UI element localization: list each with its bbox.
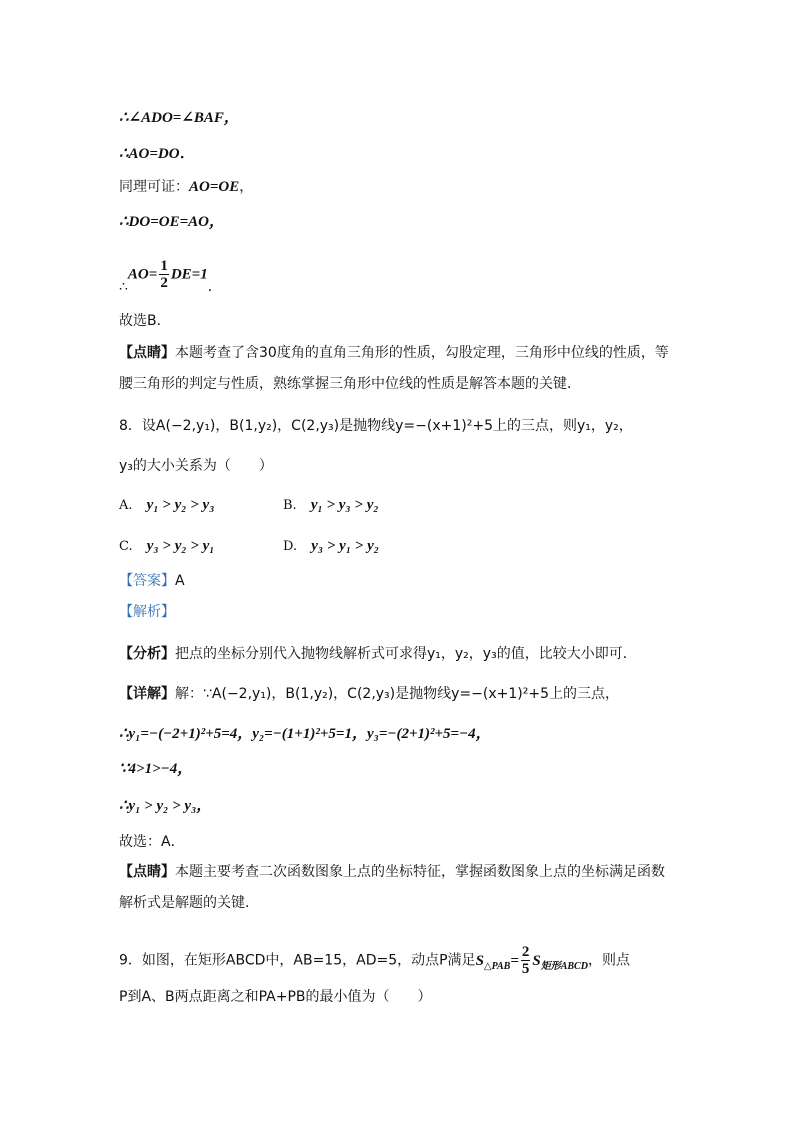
- q8-option-c: C. y₃ > y₂ > y₁: [119, 538, 215, 554]
- q8-detail-2: ∴y₁=−(−2+1)²+5=4，y₂=−(1+1)²+5=1，y₃=−(2+1)²+5=−4，: [119, 726, 491, 742]
- q8-option-d: D. y₃ > y₁ > y₂: [283, 538, 379, 554]
- proof-line-3: 同理可证：AO=OE，: [119, 179, 254, 195]
- comment-1-line-2: 腰三角形的判定与性质，熟练掌握三角形中位线的性质是解答本题的关键．: [119, 376, 581, 392]
- q8-detail-3: ∵4>1>−4，: [119, 761, 193, 777]
- q8-answer: 【答案】A: [119, 573, 185, 589]
- proof-line-5: ∴AO= $\frac{1}{2}$ DE=1．: [119, 258, 222, 295]
- q8-option-b: B. y₁ > y₃ > y₂: [283, 497, 379, 513]
- q8-detail-4: ∴y₁ > y₂ > y₃，: [119, 798, 212, 814]
- q9-stem-2: P到A、B两点距离之和PA+PB的最小值为（ ）: [119, 989, 432, 1005]
- q9-stem-1: 9．如图，在矩形ABCD中，AB=15，AD=5，动点P满足$S_{\triangle PAB}=$ $\frac{2}{5}$ $S_{矩形ABCD}$，则点: [119, 944, 630, 977]
- q8-analysis-tag: 【解析】: [119, 604, 175, 620]
- proof-line-2: ∴AO=DO．: [119, 146, 195, 162]
- area-relation: $S_{\triangle PAB}=$: [475, 952, 519, 972]
- fraction-two-fifths: $\frac{2}{5}$: [521, 944, 530, 977]
- q8-stem-2: y₃的大小关系为（ ）: [119, 458, 273, 474]
- proof-line-4: ∴DO=OE=AO，: [119, 214, 224, 230]
- proof-line-1: ∴∠ADO=∠BAF，: [119, 110, 239, 126]
- fraction-one-half: $\frac{1}{2}$: [160, 258, 168, 291]
- q8-choice: 故选：A．: [119, 834, 185, 850]
- q8-option-a: A. y₁ > y₂ > y₃: [119, 497, 215, 513]
- choice-b-line: 故选B．: [119, 313, 171, 329]
- q8-comment-line-1: 【点睛】本题主要考查二次函数图象上点的坐标特征，掌握函数图象上点的坐标满足函数: [119, 864, 665, 880]
- q8-comment-line-2: 解析式是解题的关键．: [119, 895, 259, 911]
- q8-detail-1: 【详解】解：∵A(−2,y₁)，B(1,y₂)，C(2,y₃)是抛物线y=−(x+1)²+5上的三点，: [119, 686, 619, 702]
- comment-1-line-1: 【点睛】本题考查了含30度角的直角三角形的性质，勾股定理，三角形中位线的性质，等: [119, 345, 669, 361]
- q8-stem-1: 8．设A(−2,y₁)，B(1,y₂)，C(2,y₃)是抛物线y=−(x+1)²+5上的三点，则y₁，y₂，: [119, 418, 633, 434]
- q8-fenxi: 【分析】把点的坐标分别代入抛物线解析式可求得y₁，y₂，y₃的值，比较大小即可．: [119, 646, 637, 662]
